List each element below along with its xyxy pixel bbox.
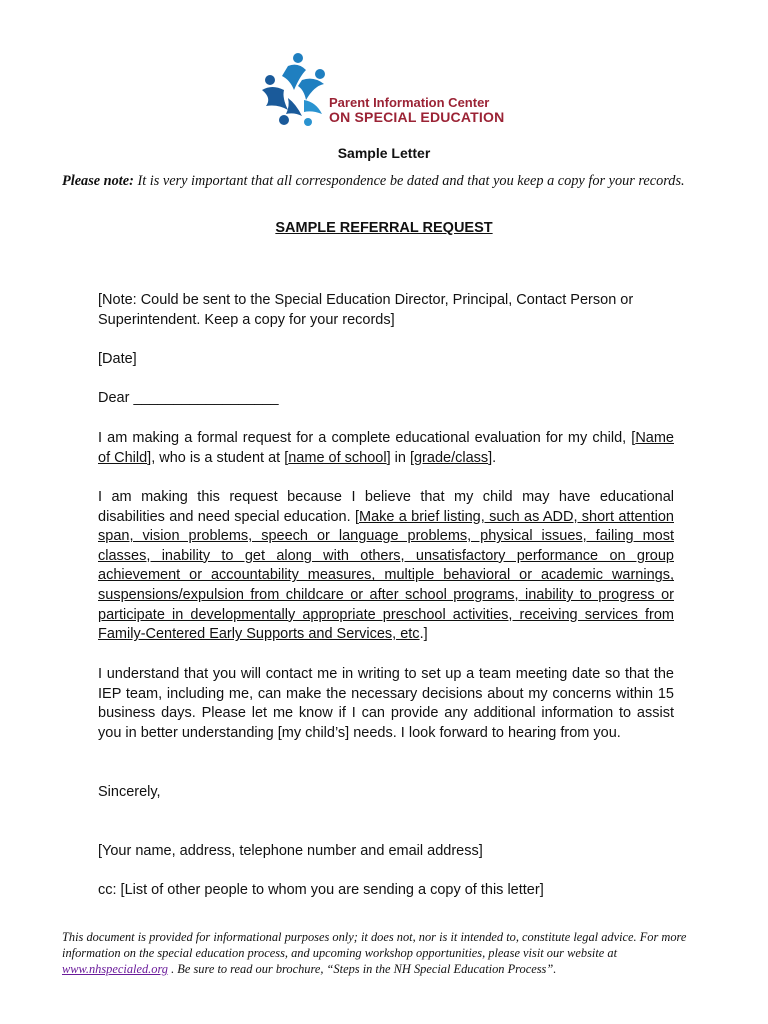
- footer-text: This document is provided for informational purposes only; it does not, nor is it intended to, constitute legal advice. For more information on the special education process, and upcoming workshop opportunities, please visit our website at: [62, 930, 687, 960]
- org-name-line2: ON SPECIAL EDUCATION: [329, 109, 505, 125]
- reason-paragraph: [98, 488, 674, 645]
- please-note-label: Please note:: [62, 173, 134, 189]
- request-text: ] in [: [386, 449, 414, 466]
- request-text: I am making a formal request for a complete educational evaluation for my child, [: [98, 430, 636, 446]
- letter-salutation: Dear __________________: [98, 390, 279, 406]
- understand-paragraph: I understand that you will contact me in writing to set up a team meeting date so that the IEP team, including me, can make the necessary decisions about my concerns within 15 business days. Please let me know if I can provide any additional information to assist you in better understanding [my child’s] needs. I look forward to hearing from you.: [98, 666, 674, 741]
- letter-subtitle: [0, 220, 768, 236]
- reason-text: .]: [419, 626, 428, 643]
- org-name-line1: Parent Information Center: [329, 95, 490, 110]
- signature-block: [Your name, address, telephone number and email address]: [98, 843, 483, 859]
- reason-list-placeholder: Make a brief listing, such as ADD, short attention span, vision problems, speech or language problems, physical issues, failing most classes, inability to get along with others, unsatisfactory performance on group achievement or accountability measures, multiple behavioral or academic warnings, suspensions/expulsion from childcare or after school programs, inability to progress or participate in developmentally appropriate preschool activities, receiving services from Family-Centered Early Supports and Services, etc: [98, 508, 674, 643]
- request-paragraph: [98, 429, 674, 468]
- footer-disclaimer: [62, 929, 722, 977]
- website-link[interactable]: www.nhspecialed.org: [62, 962, 169, 976]
- letter-closing: Sincerely,: [98, 784, 161, 800]
- school-name-placeholder: name of school: [288, 449, 387, 466]
- request-text: ].: [488, 449, 497, 466]
- cc-line: cc: [List of other people to whom you are sending a copy of this letter]: [98, 882, 544, 898]
- grade-class-placeholder: grade/class: [413, 449, 489, 466]
- letter-note: [Note: Could be sent to the Special Education Director, Principal, Contact Person or Superintendent. Keep a copy for your records]: [98, 292, 634, 328]
- reason-text: I am making this request because I believe that my child may have educational disabilities and need special education. [: [98, 489, 674, 525]
- logo-figures-icon: [258, 50, 330, 130]
- request-text: ], who is a student at [: [147, 449, 289, 466]
- child-name-placeholder: Name of Child: [98, 430, 674, 466]
- document-title: Sample Letter: [337, 145, 431, 161]
- letter-subtitle-text: SAMPLE REFERRAL REQUEST: [275, 220, 493, 236]
- letter-date: [Date]: [98, 351, 137, 367]
- footer-text: . Be sure to read our brochure, “Steps in the NH Special Education Process”.: [168, 962, 557, 976]
- logo: [258, 50, 518, 130]
- please-note-text: It is very important that all correspondence be dated and that you keep a copy for your records.: [133, 173, 685, 189]
- please-note: [62, 173, 722, 190]
